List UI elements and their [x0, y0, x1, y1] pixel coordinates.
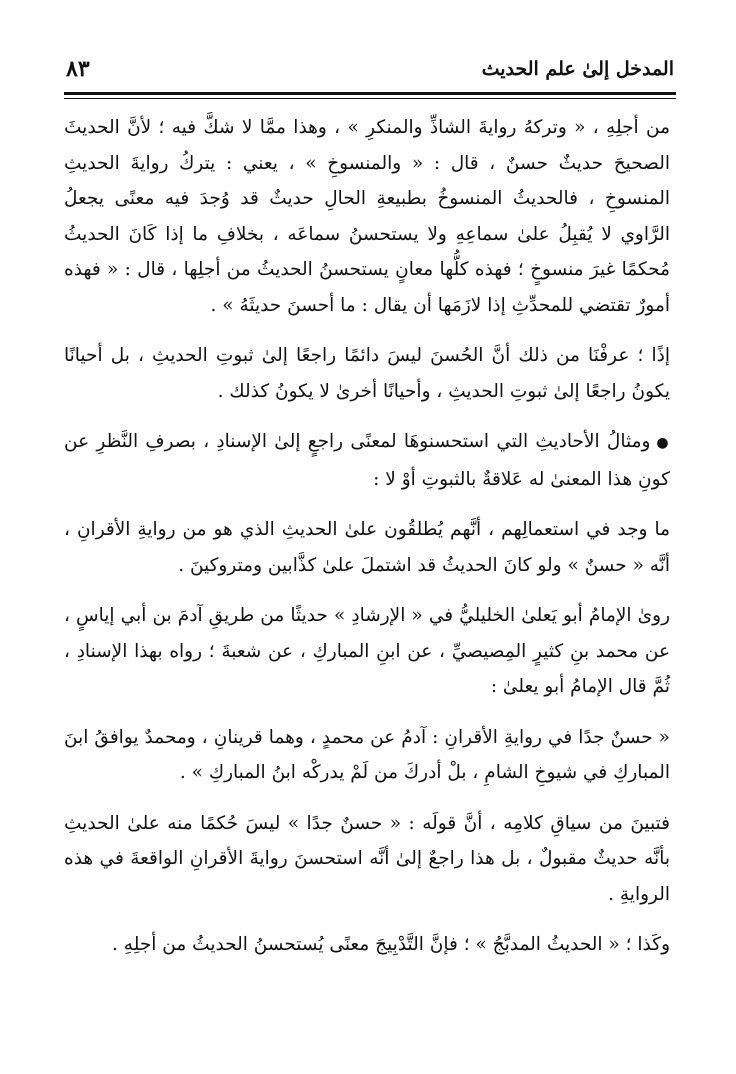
page-number: ٨٣ [66, 56, 90, 82]
quotation-paragraph: « حسنٌ جدًا في روايةِ الأقرانِ : آدمُ عن محمدٍ ، وهما قرينانِ ، ومحمدٌ يوافقُ ابنَ المباركِ في شيوخِ الشامِ ، بلْ أدركَ من لَمْ يدركْه ابنُ المباركِ » . [64, 726, 670, 783]
paragraph: روىٰ الإمامُ أبو يَعلىٰ الخليليُّ في « الإرشادِ » حديثًا من طريقِ آدمَ بن أبي إياسٍ ، عن محمد بنِ كثيرٍ المِصيصيِّ ، عن ابنِ المباركِ ، عن شعبةَ ؛ رواه بهذا الإسنادِ ، ثُمَّ قال الإمامُ أبو يعلىٰ : [64, 605, 670, 697]
running-title: المدخل إلىٰ علم الحديث [481, 58, 674, 80]
paragraph: وكَذا ؛ « الحديثُ المدبَّجُ » ؛ فإنَّ التَّدْبِيجَ معنًى يُستحسنُ الحديثُ من أجلِهِ . [112, 934, 670, 955]
paragraph: من أجلِهِ ، « وتركهُ روايةَ الشاذِّ والمنكرِ » ، وهذا ممَّا لا شكَّ فيه ؛ لأنَّ الحديثَ الصحيحَ حديثٌ حسنٌ ، قال : « والمنسوخِ » ، يعني : يتركُ روايةَ الحديثِ المنسوخِ ، فالحديثُ المنسوخُ بطبيعةِ الحالِ حديثٌ قد وُجدَ فيه معنًى يجعلُ الرَّاوي لا يُقبِلُ علىٰ سماعِهِ ولا يستحسنُ سماعَه ، بخلافِ ما إذا كَانَ الحديثُ مُحكمًا غيرَ منسوخٍ ؛ فهذه كلُّها معانٍ يستحسنُ الحديثُ من أجلِها ، قال : « فهذه أمورٌ تقتضي للمحدِّثِ إذا لازَمَها أن يقال : ما أحسنَ حديثَهُ » . [64, 117, 670, 316]
header-rule-thin [64, 98, 676, 99]
page-body [64, 110, 670, 978]
bullet-paragraph-text: ومثالُ الأحاديثِ التي استحسنوهَا لمعنًى راجعٍ إلىٰ الإسنادِ ، بصرفِ النَّظرِ عن كونِ هذا المعنىٰ له عَلاقةٌ بالثبوتِ أوْ لا : [64, 431, 670, 490]
bullet-paragraph [64, 424, 670, 497]
header-rule-thick [64, 92, 676, 95]
paragraph: ما وجد في استعمالِهم ، أنَّهم يُطلقُون علىٰ الحديثِ الذي هو من روايةِ الأقرانِ ، أنَّه « حسنٌ » ولو كانَ الحديثُ قد اشتملَ علىٰ كذَّابين ومتروكينَ . [64, 519, 670, 576]
paragraph: إذًا ؛ عرفْنَا من ذلك أنَّ الحُسنَ ليسَ دائمًا راجعًا إلىٰ ثبوتِ الحديثِ ، بل أحيانًا يكونُ راجعًا إلىٰ ثبوتِ الحديثِ ، وأحيانًا أخرىٰ لا يكونُ كذلك . [64, 345, 670, 402]
paragraph: فتبينَ من سياقِ كلامِه ، أنَّ قولَه : « حسنٌ جدًا » ليسَ حُكمًا منه علىٰ الحديثِ بأنَّه حديثٌ مقبولٌ ، بل هذا راجعٌ إلىٰ أنَّه استحسنَ روايةَ الأقرانِ الواقعةَ في هذه الروايةِ . [64, 812, 670, 905]
page-header [66, 56, 674, 90]
bullet-icon: ● [656, 435, 671, 451]
